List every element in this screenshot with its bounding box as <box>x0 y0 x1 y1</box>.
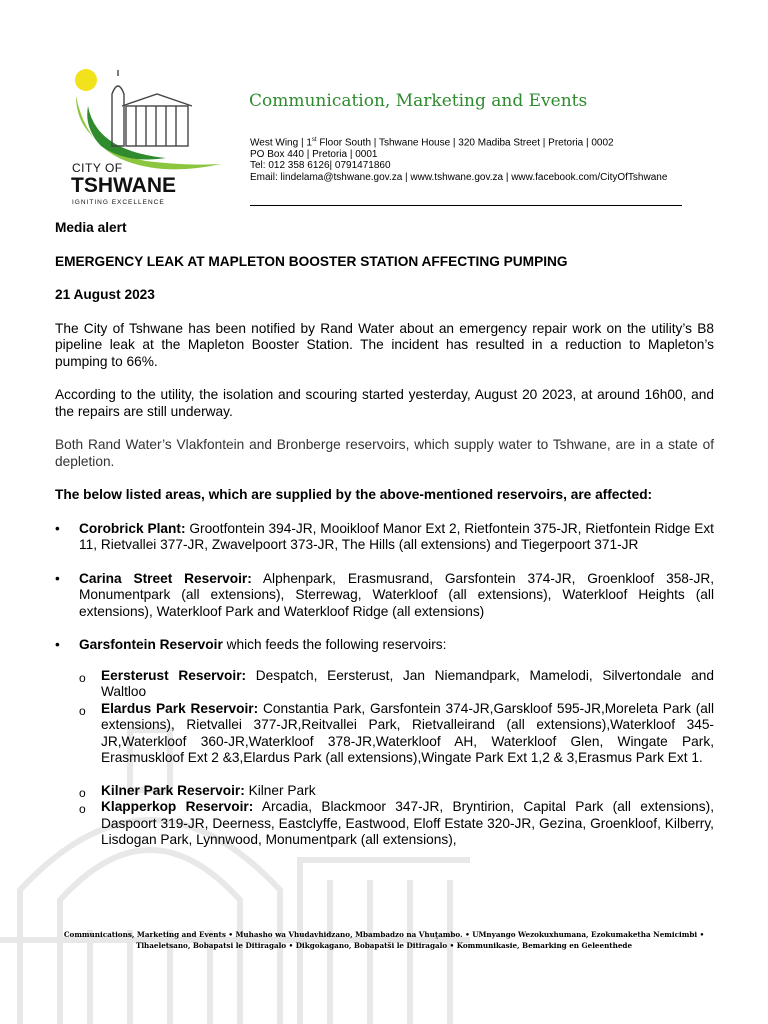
affected-areas-list <box>55 521 714 849</box>
headline: EMERGENCY LEAK AT MAPLETON BOOSTER STATION AFFECTING PUMPING <box>55 253 568 269</box>
list-item <box>79 701 714 767</box>
bullet-icon: • <box>55 637 60 652</box>
area-name: Corobrick Plant: <box>79 520 186 536</box>
footer-line-1: Communications, Marketing and Events • Muhasho wa Vhudavhidzano, Mbambadzo na Vhuṱambo. • UMnyango Wezokuxhumana, Ezokumaketha Nemicimbi • <box>63 930 705 939</box>
area-text: Constantia Park, Garsfontein 374-JR,Garskloof 595-JR,Moreleta Park (all extensions), Rietvallei 377-JR,Reitvallei Park, Rietvalleirand (all extensions),Waterkloof 345-JR,Waterkloof 360-JR,Waterkloof 378-JR,Waterkloof AH, Waterkloof Glen, Wingate Park, Erasmuskloof Ext 2 &3,Elardus Park (all extensions),Wingate Park Ext 1,2 & 3,Erasmus Park Ext 1. <box>101 700 715 765</box>
logo-tagline: IGNITING EXCELLENCE <box>72 199 165 206</box>
paragraph-4: The below listed areas, which are supplied by the above-mentioned reservoirs, are affected: <box>55 487 653 502</box>
list-item <box>55 571 714 621</box>
media-alert-label: Media alert <box>55 220 127 235</box>
list-item <box>55 637 714 849</box>
list-item <box>79 783 714 800</box>
area-text: Kilner Park <box>244 782 316 798</box>
area-text: Alphenpark, Erasmusrand, Garsfontein 374-JR, Groenkloof 358-JR, Monumentpark (all extensions), Sterrewag, Waterkloof (all extensions), Waterkloof Heights (all extensions), Waterkloof Park and Waterkloof Ridge (all extensions) <box>79 570 715 619</box>
paragraph-3: Both Rand Water’s Vlakfontein and Bronberge reservoirs, which supply water to Tshwane, are in a state of depletion. <box>55 437 714 469</box>
area-name: Eersterust Reservoir: <box>101 667 247 683</box>
release-date: 21 August 2023 <box>55 287 155 302</box>
press-release-body <box>55 220 714 866</box>
paragraph-2: According to the utility, the isolation and scouring started yesterday, August 20 2023, at around 16h00, and the repairs are still underway. <box>55 387 714 419</box>
list-item <box>55 521 714 554</box>
logo-city-name: TSHWANE <box>71 174 176 197</box>
address-line <box>250 135 667 149</box>
footer-line-2: Tlhaeletsano, Bobapatsi le Ditiragalo • Dikgokagano, Bobapatši le Ditiragalo • Kommunikasie, Bemarking en Geleenthede <box>135 941 633 950</box>
tel-line: Tel: 012 358 6126| 0791471860 <box>250 160 391 172</box>
area-text: Arcadia, Blackmoor 347-JR, Bryntirion, Capital Park (all extensions), Daspoort 319-JR, Deerness, Eastclyffe, Eastwood, Eloff Estate 320-JR, Gezina, Groenkloof, Kilberry, Lisdogan Park, Lynnwood, Monumentpark (all extensions), <box>101 799 715 847</box>
footer <box>40 929 728 951</box>
logo-city-of: CITY OF <box>72 161 123 175</box>
contact-block <box>250 135 667 183</box>
area-text: Grootfontein 394-JR, Mooikloof Manor Ext 2, Rietfontein 375-JR, Rietfontein Ridge Ext 11, Rietvallei 377-JR, Zwavelpoort 373-JR, The Hills (all extensions) and Tiegerpoort 371-JR <box>79 520 714 552</box>
address-sup: st <box>311 137 317 143</box>
bullet-icon: • <box>55 570 60 586</box>
department-title: Communication, Marketing and Events <box>249 91 588 111</box>
circle-bullet-icon: o <box>79 785 86 800</box>
header-divider <box>250 205 682 206</box>
city-of-tshwane-logo <box>66 66 226 212</box>
circle-bullet-icon: o <box>79 670 86 685</box>
bullet-icon: • <box>55 520 60 536</box>
list-item <box>79 668 714 701</box>
circle-bullet-icon: o <box>79 802 86 816</box>
po-box-line: PO Box 440 | Pretoria | 0001 <box>250 148 378 160</box>
list-item <box>79 799 714 849</box>
paragraph-1: The City of Tshwane has been notified by Rand Water about an emergency repair work on the utility’s B8 pipeline leak at the Mapleton Booster Station. The incident has resulted in a reduction to Mapleton’s pumping to 66%. <box>55 320 714 369</box>
sub-reservoir-list <box>79 668 714 849</box>
area-name: Garsfontein Reservoir <box>79 637 223 652</box>
area-name: Carina Street Reservoir: <box>79 570 252 586</box>
address-pre: West Wing | 1 <box>250 137 312 149</box>
address-post: Floor South | Tshwane House | 320 Madiba Street | Pretoria | 0002 <box>316 137 614 149</box>
area-text: which feeds the following reservoirs: <box>222 637 447 652</box>
area-name: Elardus Park Reservoir: <box>101 700 259 716</box>
circle-bullet-icon: o <box>79 703 86 718</box>
area-text: Despatch, Eersterust, Jan Niemandpark, Mamelodi, Silvertondale and Waltloo <box>101 667 714 699</box>
email-line: Email: lindelama@tshwane.gov.za | www.tshwane.gov.za | www.facebook.com/CityOfTshwane <box>250 171 668 183</box>
area-name: Klapperkop Reservoir: <box>101 799 254 814</box>
area-name: Kilner Park Reservoir: <box>101 782 245 798</box>
